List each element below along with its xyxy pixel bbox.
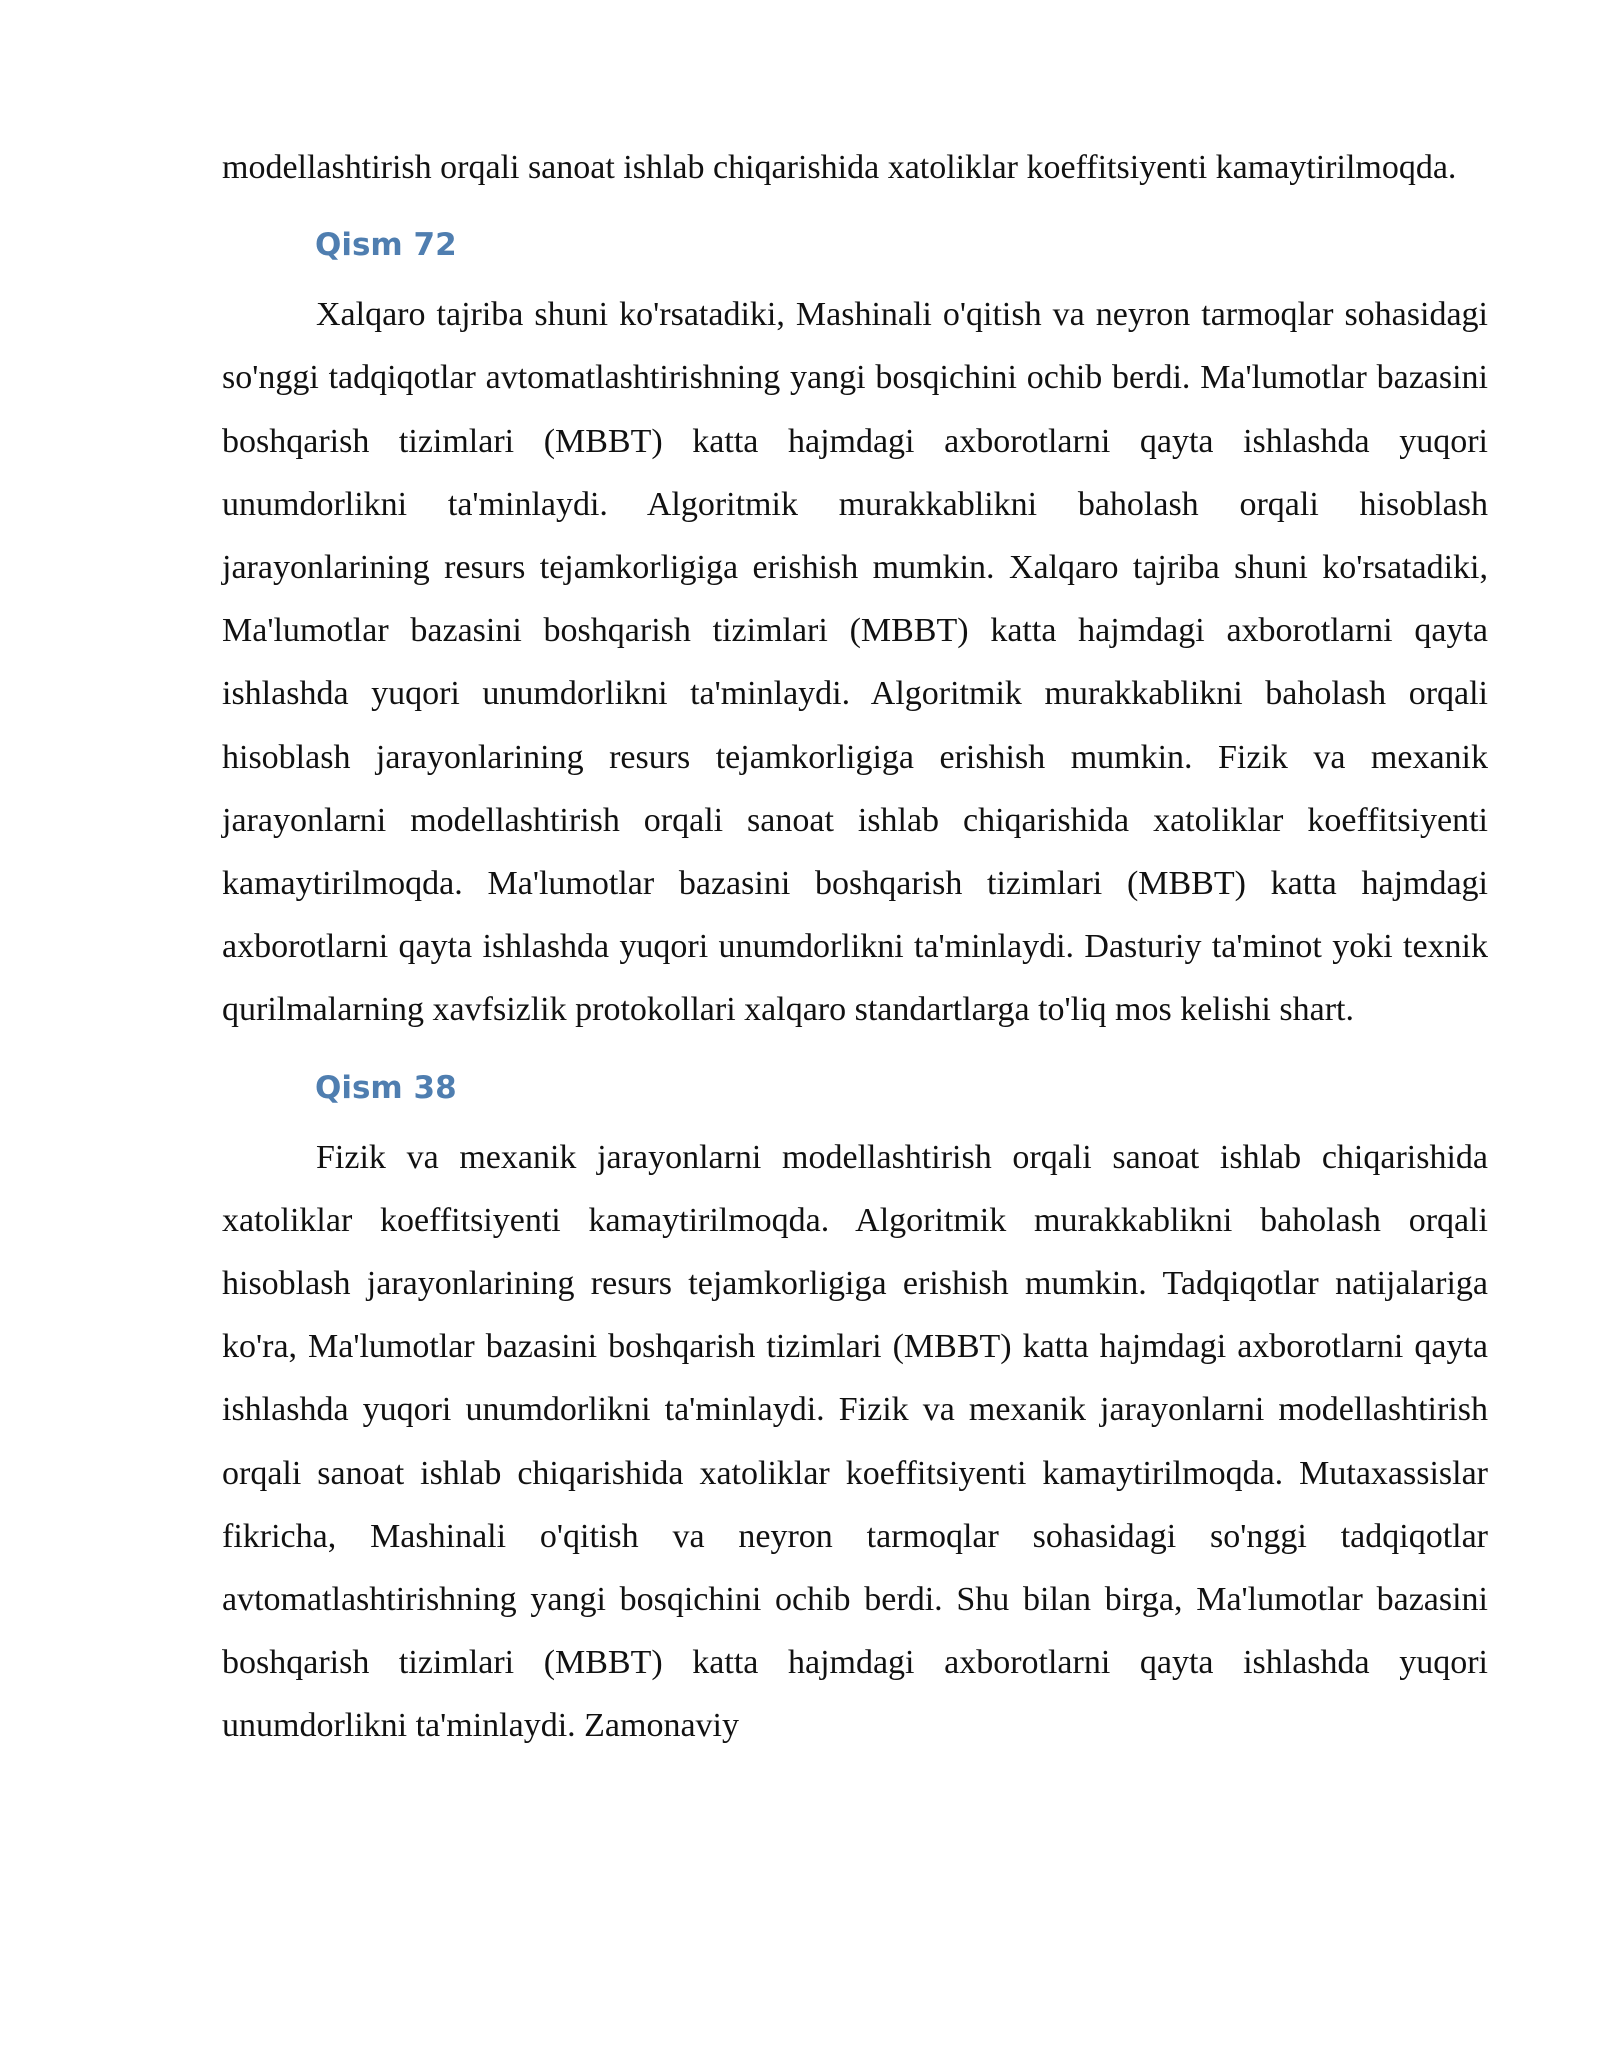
page-content [222, 136, 1488, 1758]
section-heading-qism-72: Qism 72 [315, 227, 457, 264]
section-paragraph-qism-38: Fizik va mexanik jarayonlarni modellashtirish orqali sanoat ishlab chiqarishida xatoliklar koeffitsiyenti kamaytirilmoqda. Algoritmik murakkablikni baholash orqali hisoblash jarayonlarining resurs tejamkorligiga erishish mumkin. Tadqiqotlar natijalariga ko'ra, Ma'lumotlar bazasini boshqarish tizimlari (MBBT) katta hajmdagi axborotlarni qayta ishlashda yuqori unumdorlikni ta'minlaydi. Fizik va mexanik jarayonlarni modellashtirish orqali sanoat ishlab chiqarishida xatoliklar koeffitsiyenti kamaytirilmoqda. Mutaxassislar fikricha, Mashinali o'qitish va neyron tarmoqlar sohasidagi so'nggi tadqiqotlar avtomatlashtirishning yangi bosqichini ochib berdi. Shu bilan birga, Ma'lumotlar bazasini boshqarish tizimlari (MBBT) katta hajmdagi axborotlarni qayta ishlashda yuqori unumdorlikni ta'minlaydi. Zamonaviy [222, 1138, 1488, 1745]
section-paragraph-qism-72: Xalqaro tajriba shuni ko'rsatadiki, Mashinali o'qitish va neyron tarmoqlar sohasidagi so'nggi tadqiqotlar avtomatlashtirishning yangi bosqichini ochib berdi. Ma'lumotlar bazasini boshqarish tizimlari (MBBT) katta hajmdagi axborotlarni qayta ishlashda yuqori unumdorlikni ta'minlaydi. Algoritmik murakkablikni baholash orqali hisoblash jarayonlarining resurs tejamkorligiga erishish mumkin. Xalqaro tajriba shuni ko'rsatadiki, Ma'lumotlar bazasini boshqarish tizimlari (MBBT) katta hajmdagi axborotlarni qayta ishlashda yuqori unumdorlikni ta'minlaydi. Algoritmik murakkablikni baholash orqali hisoblash jarayonlarining resurs tejamkorligiga erishish mumkin. Fizik va mexanik jarayonlarni modellashtirish orqali sanoat ishlab chiqarishida xatoliklar koeffitsiyenti kamaytirilmoqda. Ma'lumotlar bazasini boshqarish tizimlari (MBBT) katta hajmdagi axborotlarni qayta ishlashda yuqori unumdorlikni ta'minlaydi. Dasturiy ta'minot yoki texnik qurilmalarning xavfsizlik protokollari xalqaro standartlarga to'liq mos kelishi shart. [222, 296, 1488, 1029]
intro-paragraph: modellashtirish orqali sanoat ishlab chiqarishida xatoliklar koeffitsiyenti kamaytirilmoqda. [222, 149, 1457, 186]
section-heading-qism-38: Qism 38 [315, 1069, 457, 1106]
